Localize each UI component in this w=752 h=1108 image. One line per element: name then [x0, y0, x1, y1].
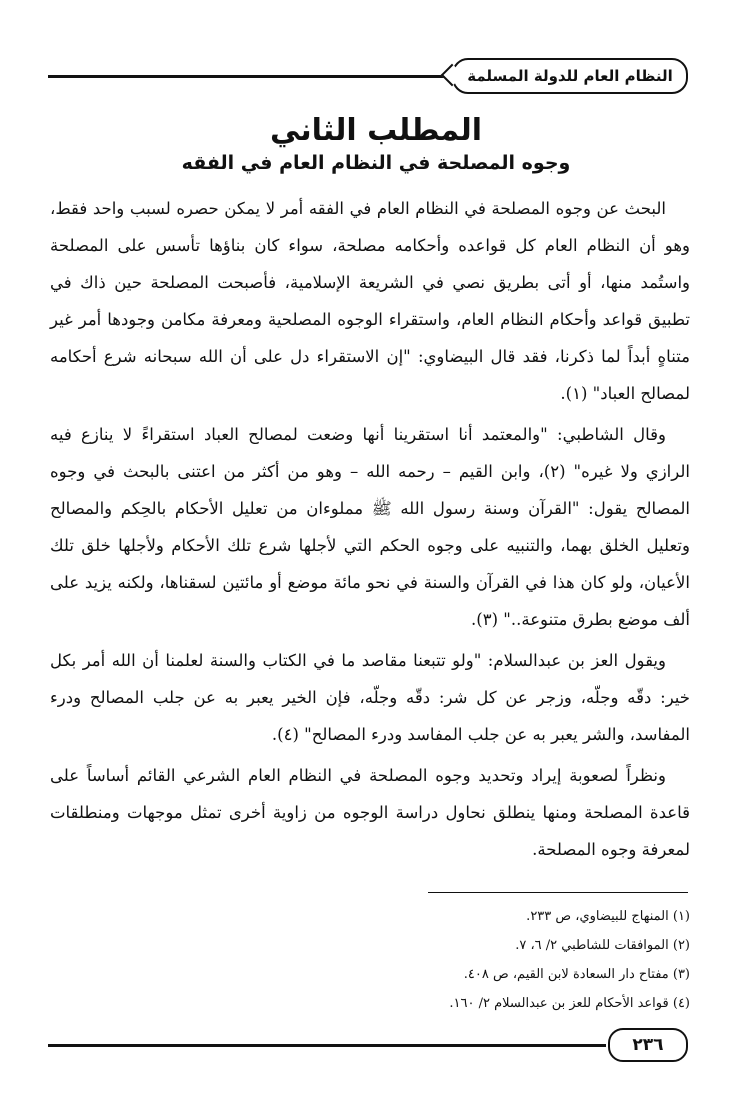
paragraph: ويقول العز بن عبدالسلام: "ولو تتبعنا مقاصد ما في الكتاب والسنة لعلمنا أن الله أمر بكل خير: دقّه وجلّه، وزجر عن كل شر: دقّه وجلّه، فإن الخير يعبر به عن جلب المصالح ودرء المفاسد، والشر يعبر به عن جلب المفاسد ودرء المصالح" (٤).	[50, 651, 690, 744]
header-title: النظام العام للدولة المسلمة	[452, 58, 688, 94]
running-header	[48, 58, 688, 94]
footnote: (١) المنهاج للبيضاوي، ص ٢٣٣.	[526, 909, 690, 924]
footnote-separator	[428, 892, 688, 893]
body-text	[50, 190, 690, 872]
footnotes	[50, 902, 690, 1018]
page-number: ٢٣٦	[608, 1028, 688, 1062]
paragraph: ونظراً لصعوبة إيراد وتحديد وجوه المصلحة في النظام العام الشرعي القائم أساساً على قاعدة المصلحة ومنها ينطلق نحاول دراسة الوجوه من زاوية أخرى تمثل موجهات ومنطلقات لمعرفة وجوه المصلحة.	[50, 766, 690, 859]
paragraph: وقال الشاطبي: "والمعتمد أنا استقرينا أنها وضعت لمصالح العباد استقراءً لا ينازع فيه الرازي ولا غيره" (٢)، وابن القيم – رحمه الله – وهو من أكثر من اعتنى بالبحث في وجوه المصالح يقول: "القرآن وسنة رسول الله ﷺ مملوءان من تعليل الأحكام بالحِكم والمصالح وتعليل الخلق بهما، والتنبيه على وجوه الحكم التي لأجلها شرع تلك الأحكام ولأجلها خلق تلك الأعيان، ولو كان هذا في القرآن والسنة في نحو مائة موضع أو مائتين لسقناها، ولكنه يزيد على ألف موضع بطرق متنوعة.." (٣).	[50, 425, 690, 629]
header-rule	[48, 75, 488, 78]
section-subtitle: وجوه المصلحة في النظام العام في الفقه	[181, 152, 571, 174]
footnote: (٢) الموافقات للشاطبي ٢/ ٦، ٧.	[515, 938, 690, 953]
footnote: (٤) قواعد الأحكام للعز بن عبدالسلام ٢/ ١٦٠.	[449, 996, 690, 1011]
footer-rule	[48, 1044, 606, 1047]
section-title: المطلب الثاني	[269, 113, 482, 148]
footnote: (٣) مفتاح دار السعادة لابن القيم، ص ٤٠٨.	[463, 967, 690, 982]
page-footer	[48, 1028, 688, 1062]
paragraph: البحث عن وجوه المصلحة في النظام العام في الفقه أمر لا يمكن حصره لسبب واحد فقط، وهو أن النظام العام كل قواعده وأحكامه مصلحة، سواء كان بناؤها تأسس على المصلحة واستُمد منها، أو أتى بطريق نصي في الشريعة الإسلامية، فأصبحت المصلحة حين ذاك في تطبيق قواعد وأحكام النظام العام، واستقراء الوجوه المصلحية ومعرفة مكامن وجودها أمر غير متناهٍ أبداً لما ذكرنا، فقد قال البيضاوي: "إن الاستقراء دل على أن الله سبحانه شرع أحكامه لمصالح العباد" (١).	[50, 199, 690, 403]
